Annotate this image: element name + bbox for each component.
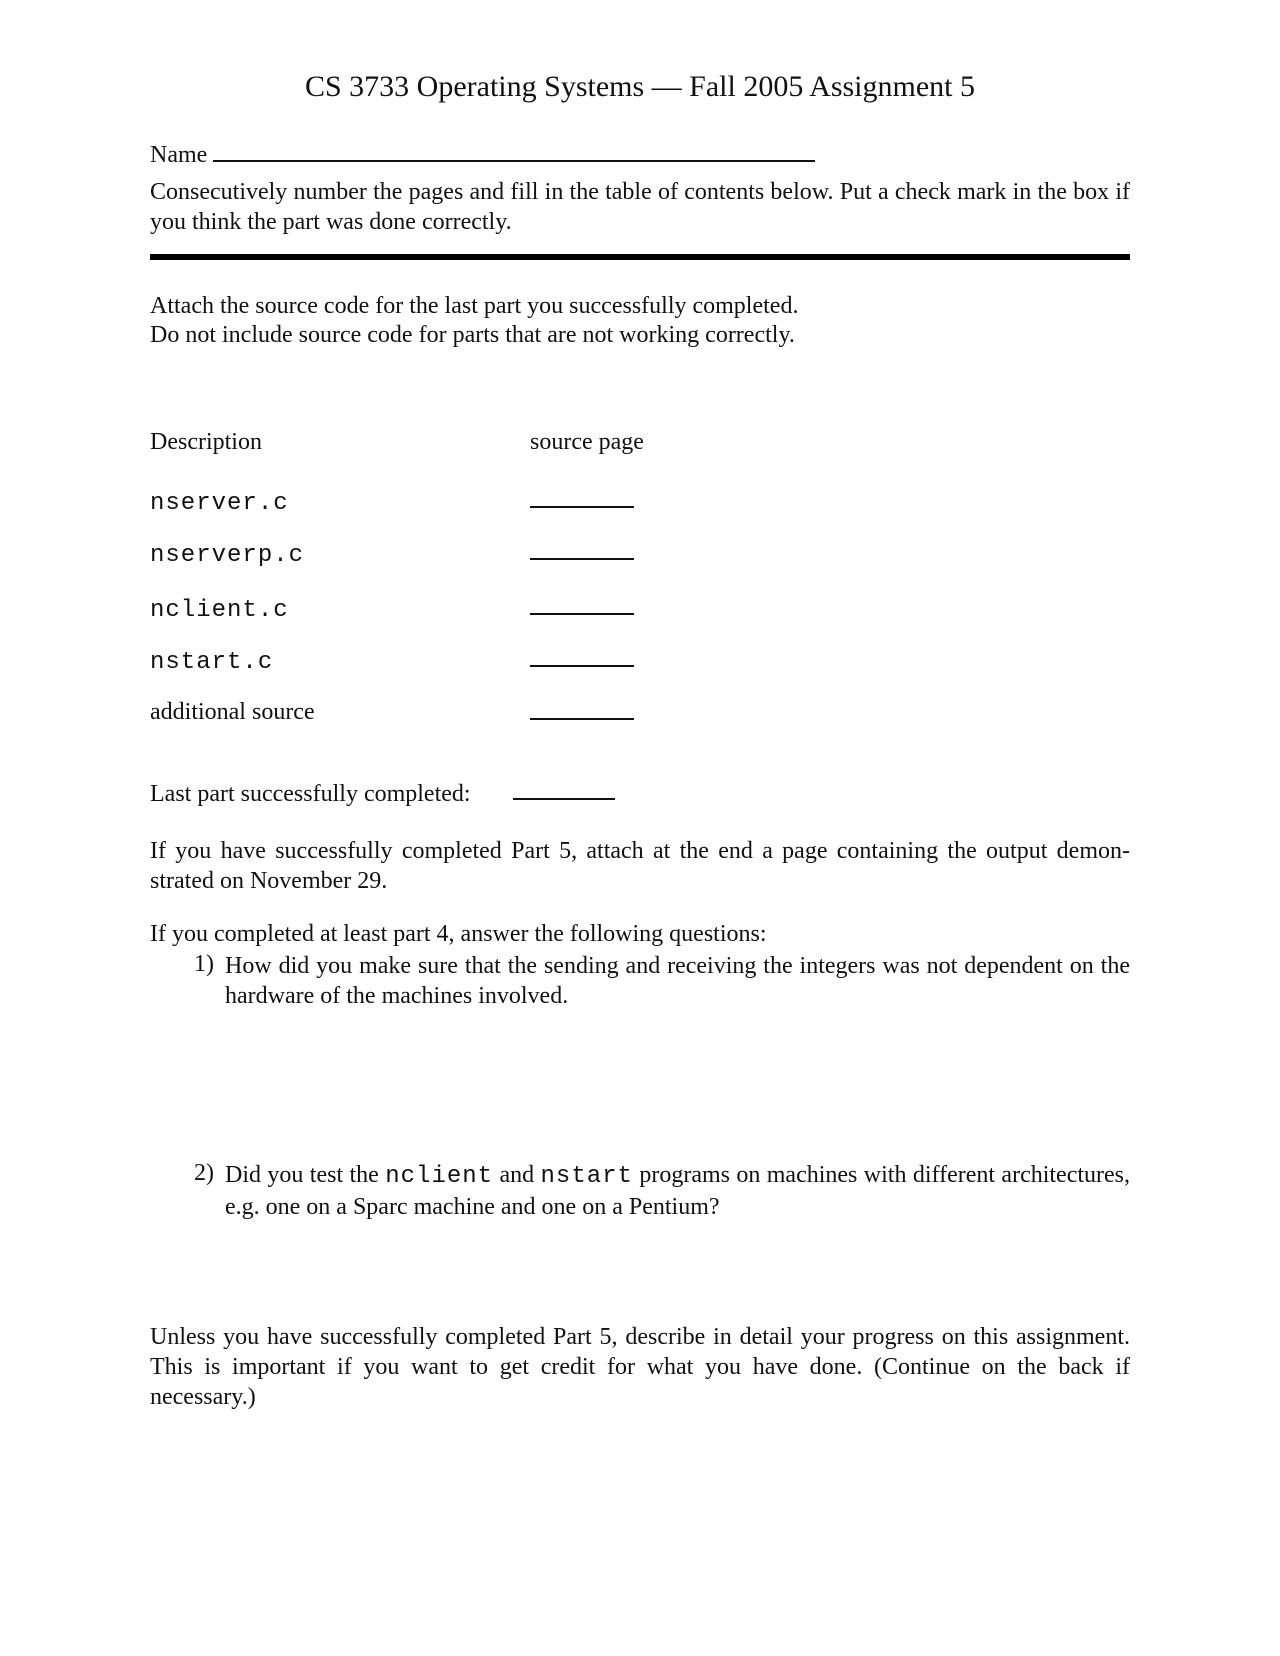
question-1-text: How did you make sure that the sending and receiving the integers was not dependent on the hardware of the machines involved. <box>225 953 1130 1009</box>
part5-instruction: If you have successfully completed Part 5, attach at the end a page containing the output demon- strated on November 29. <box>150 838 1130 894</box>
closing-instruction: Unless you have successfully completed Part 5, describe in detail your progress on this assignment. This is important if you want to get credit for what you have done. (Continue on the back if necessary.) <box>150 1324 1130 1410</box>
name-field[interactable] <box>213 160 815 162</box>
question-number: 2) <box>194 1160 214 1186</box>
last-part-field[interactable] <box>513 798 615 800</box>
attach-instruction-2: Do not include source code for parts that are not working correctly. <box>150 322 795 348</box>
toc-page-field[interactable] <box>530 665 634 667</box>
question-2-text-part: and <box>493 1162 541 1188</box>
column-header-description: Description <box>150 429 262 455</box>
toc-row-label: additional source <box>150 699 315 725</box>
column-header-source-page: source page <box>530 429 644 455</box>
toc-row-label: nserver.c <box>150 490 289 517</box>
intro-text: Consecutively number the pages and fill in the table of contents below. Put a check mark in the box if you think the part was done correctly. <box>150 179 1130 235</box>
toc-page-field[interactable] <box>530 558 634 560</box>
questions-intro: If you completed at least part 4, answer the following questions: <box>150 921 767 947</box>
question-2-text <box>225 1160 1130 1222</box>
toc-row-label: nserverp.c <box>150 542 305 569</box>
question-2-text-part: Did you test the <box>225 1162 386 1188</box>
toc-row-label: nclient.c <box>150 597 289 624</box>
toc-page-field[interactable] <box>530 506 634 508</box>
name-label: Name <box>150 142 208 168</box>
attach-instruction-1: Attach the source code for the last part you successfully completed. <box>150 293 799 319</box>
toc-page-field[interactable] <box>530 613 634 615</box>
last-part-label: Last part successfully completed: <box>150 781 471 807</box>
toc-row-label: nstart.c <box>150 649 274 676</box>
toc-page-field[interactable] <box>530 718 634 720</box>
section-divider <box>150 254 1130 260</box>
question-number: 1) <box>194 951 214 977</box>
question-2-text-part: programs on machines with different architectures, e.g. one on a Sparc machine and one on a Pentium? <box>225 1162 1131 1220</box>
code-nclient: nclient <box>385 1163 494 1190</box>
page-title: CS 3733 Operating Systems — Fall 2005 Assignment 5 <box>304 70 976 103</box>
code-nstart: nstart <box>540 1163 633 1190</box>
